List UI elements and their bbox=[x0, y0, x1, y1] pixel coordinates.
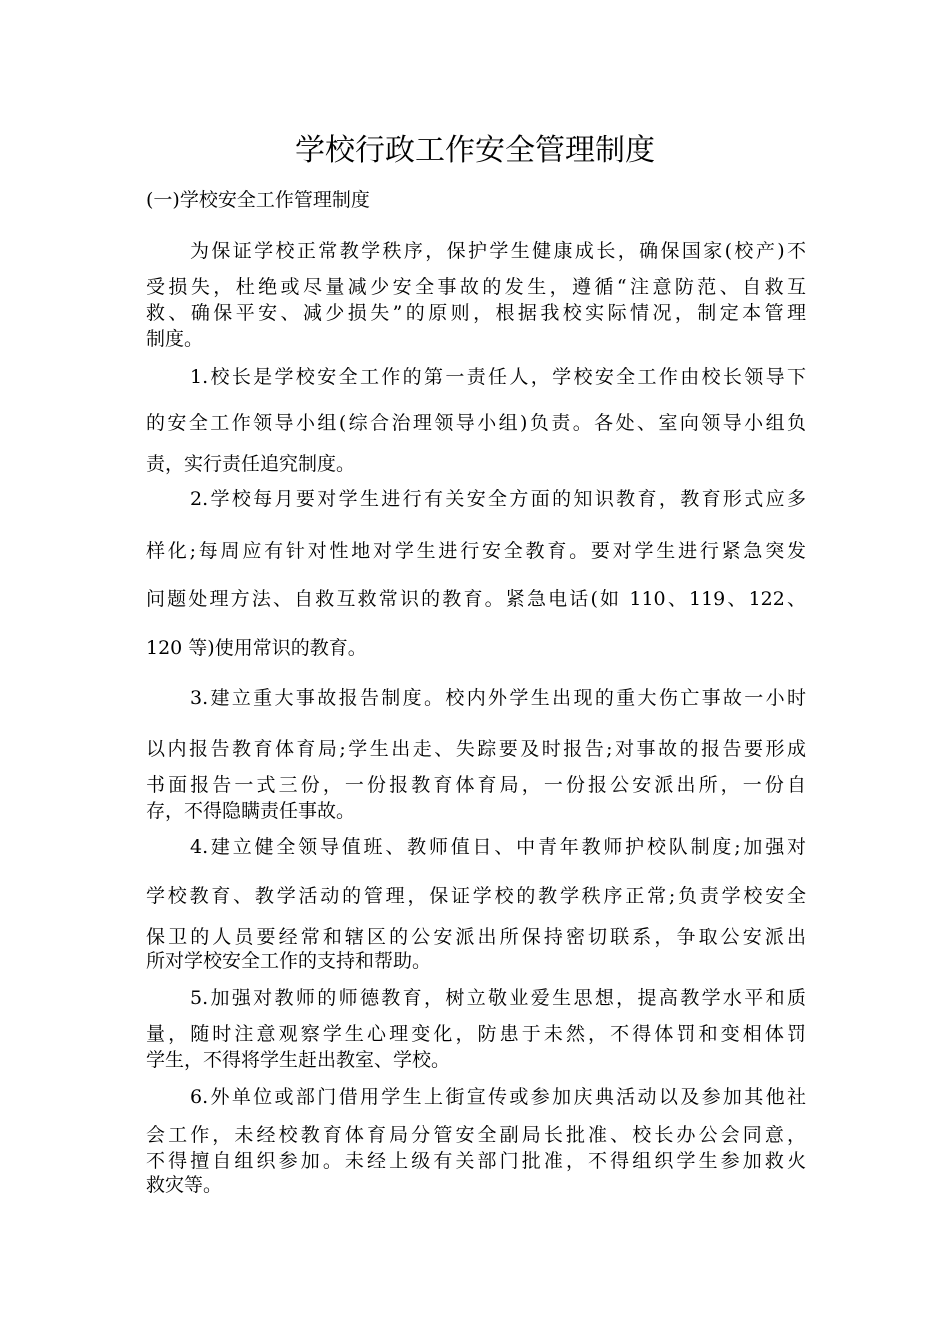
text-line: 量，随时注意观察学生心理变化，防患于未然，不得体罚和变相体罚 bbox=[146, 1023, 806, 1045]
text-line: 5.加强对教师的师德教育，树立敬业爱生思想，提高教学水平和质 bbox=[190, 987, 806, 1009]
text-line: 样化;每周应有针对性地对学生进行安全教育。要对学生进行紧急突发 bbox=[146, 540, 806, 562]
text-line: 所对学校安全工作的支持和帮助。 bbox=[146, 950, 432, 972]
text-line: 制度。 bbox=[146, 328, 204, 350]
text-line: 以内报告教育体育局;学生出走、失踪要及时报告;对事故的报告要形成 bbox=[146, 738, 806, 760]
text-line: 问题处理方法、自救互救常识的教育。紧急电话(如 110、119、122、 bbox=[146, 588, 806, 610]
text-line: 学校教育、教学活动的管理，保证学校的教学秩序正常;负责学校安全 bbox=[146, 885, 806, 907]
text-line: 受损失，杜绝或尽量减少安全事故的发生，遵循“注意防范、自救互 bbox=[146, 276, 806, 298]
text-line: 会工作，未经校教育体育局分管安全副局长批准、校长办公会同意， bbox=[146, 1124, 806, 1146]
text-line: 2.学校每月要对学生进行有关安全方面的知识教育，教育形式应多 bbox=[190, 488, 806, 510]
text-line: 1.校长是学校安全工作的第一责任人，学校安全工作由校长领导下 bbox=[190, 366, 806, 388]
text-line: 学生，不得将学生赶出教室、学校。 bbox=[146, 1049, 451, 1071]
text-line: 救、确保平安、减少损失”的原则，根据我校实际情况，制定本管理 bbox=[146, 302, 806, 324]
text-line: 6.外单位或部门借用学生上街宣传或参加庆典活动以及参加其他社 bbox=[190, 1086, 806, 1108]
section-heading: (一)学校安全工作管理制度 bbox=[146, 189, 370, 211]
text-line: 3.建立重大事故报告制度。校内外学生出现的重大伤亡事故一小时 bbox=[190, 687, 806, 709]
text-line: 4.建立健全领导值班、教师值日、中青年教师护校队制度;加强对 bbox=[190, 836, 806, 858]
text-line: 120 等)使用常识的教育。 bbox=[146, 637, 367, 659]
text-line: 不得擅自组织参加。未经上级有关部门批准，不得组织学生参加救火 bbox=[146, 1150, 806, 1172]
text-line: 为保证学校正常教学秩序，保护学生健康成长，确保国家(校产)不 bbox=[190, 240, 806, 262]
text-line: 保卫的人员要经常和辖区的公安派出所保持密切联系，争取公安派出 bbox=[146, 926, 806, 948]
text-line: 书面报告一式三份，一份报教育体育局，一份报公安派出所，一份自 bbox=[146, 774, 806, 796]
document-title: 学校行政工作安全管理制度 bbox=[295, 133, 655, 168]
text-line: 存，不得隐瞒责任事故。 bbox=[146, 800, 356, 822]
text-line: 救灾等。 bbox=[146, 1174, 223, 1196]
text-line: 责，实行责任追究制度。 bbox=[146, 453, 356, 475]
text-line: 的安全工作领导小组(综合治理领导小组)负责。各处、室向领导小组负 bbox=[146, 412, 806, 434]
